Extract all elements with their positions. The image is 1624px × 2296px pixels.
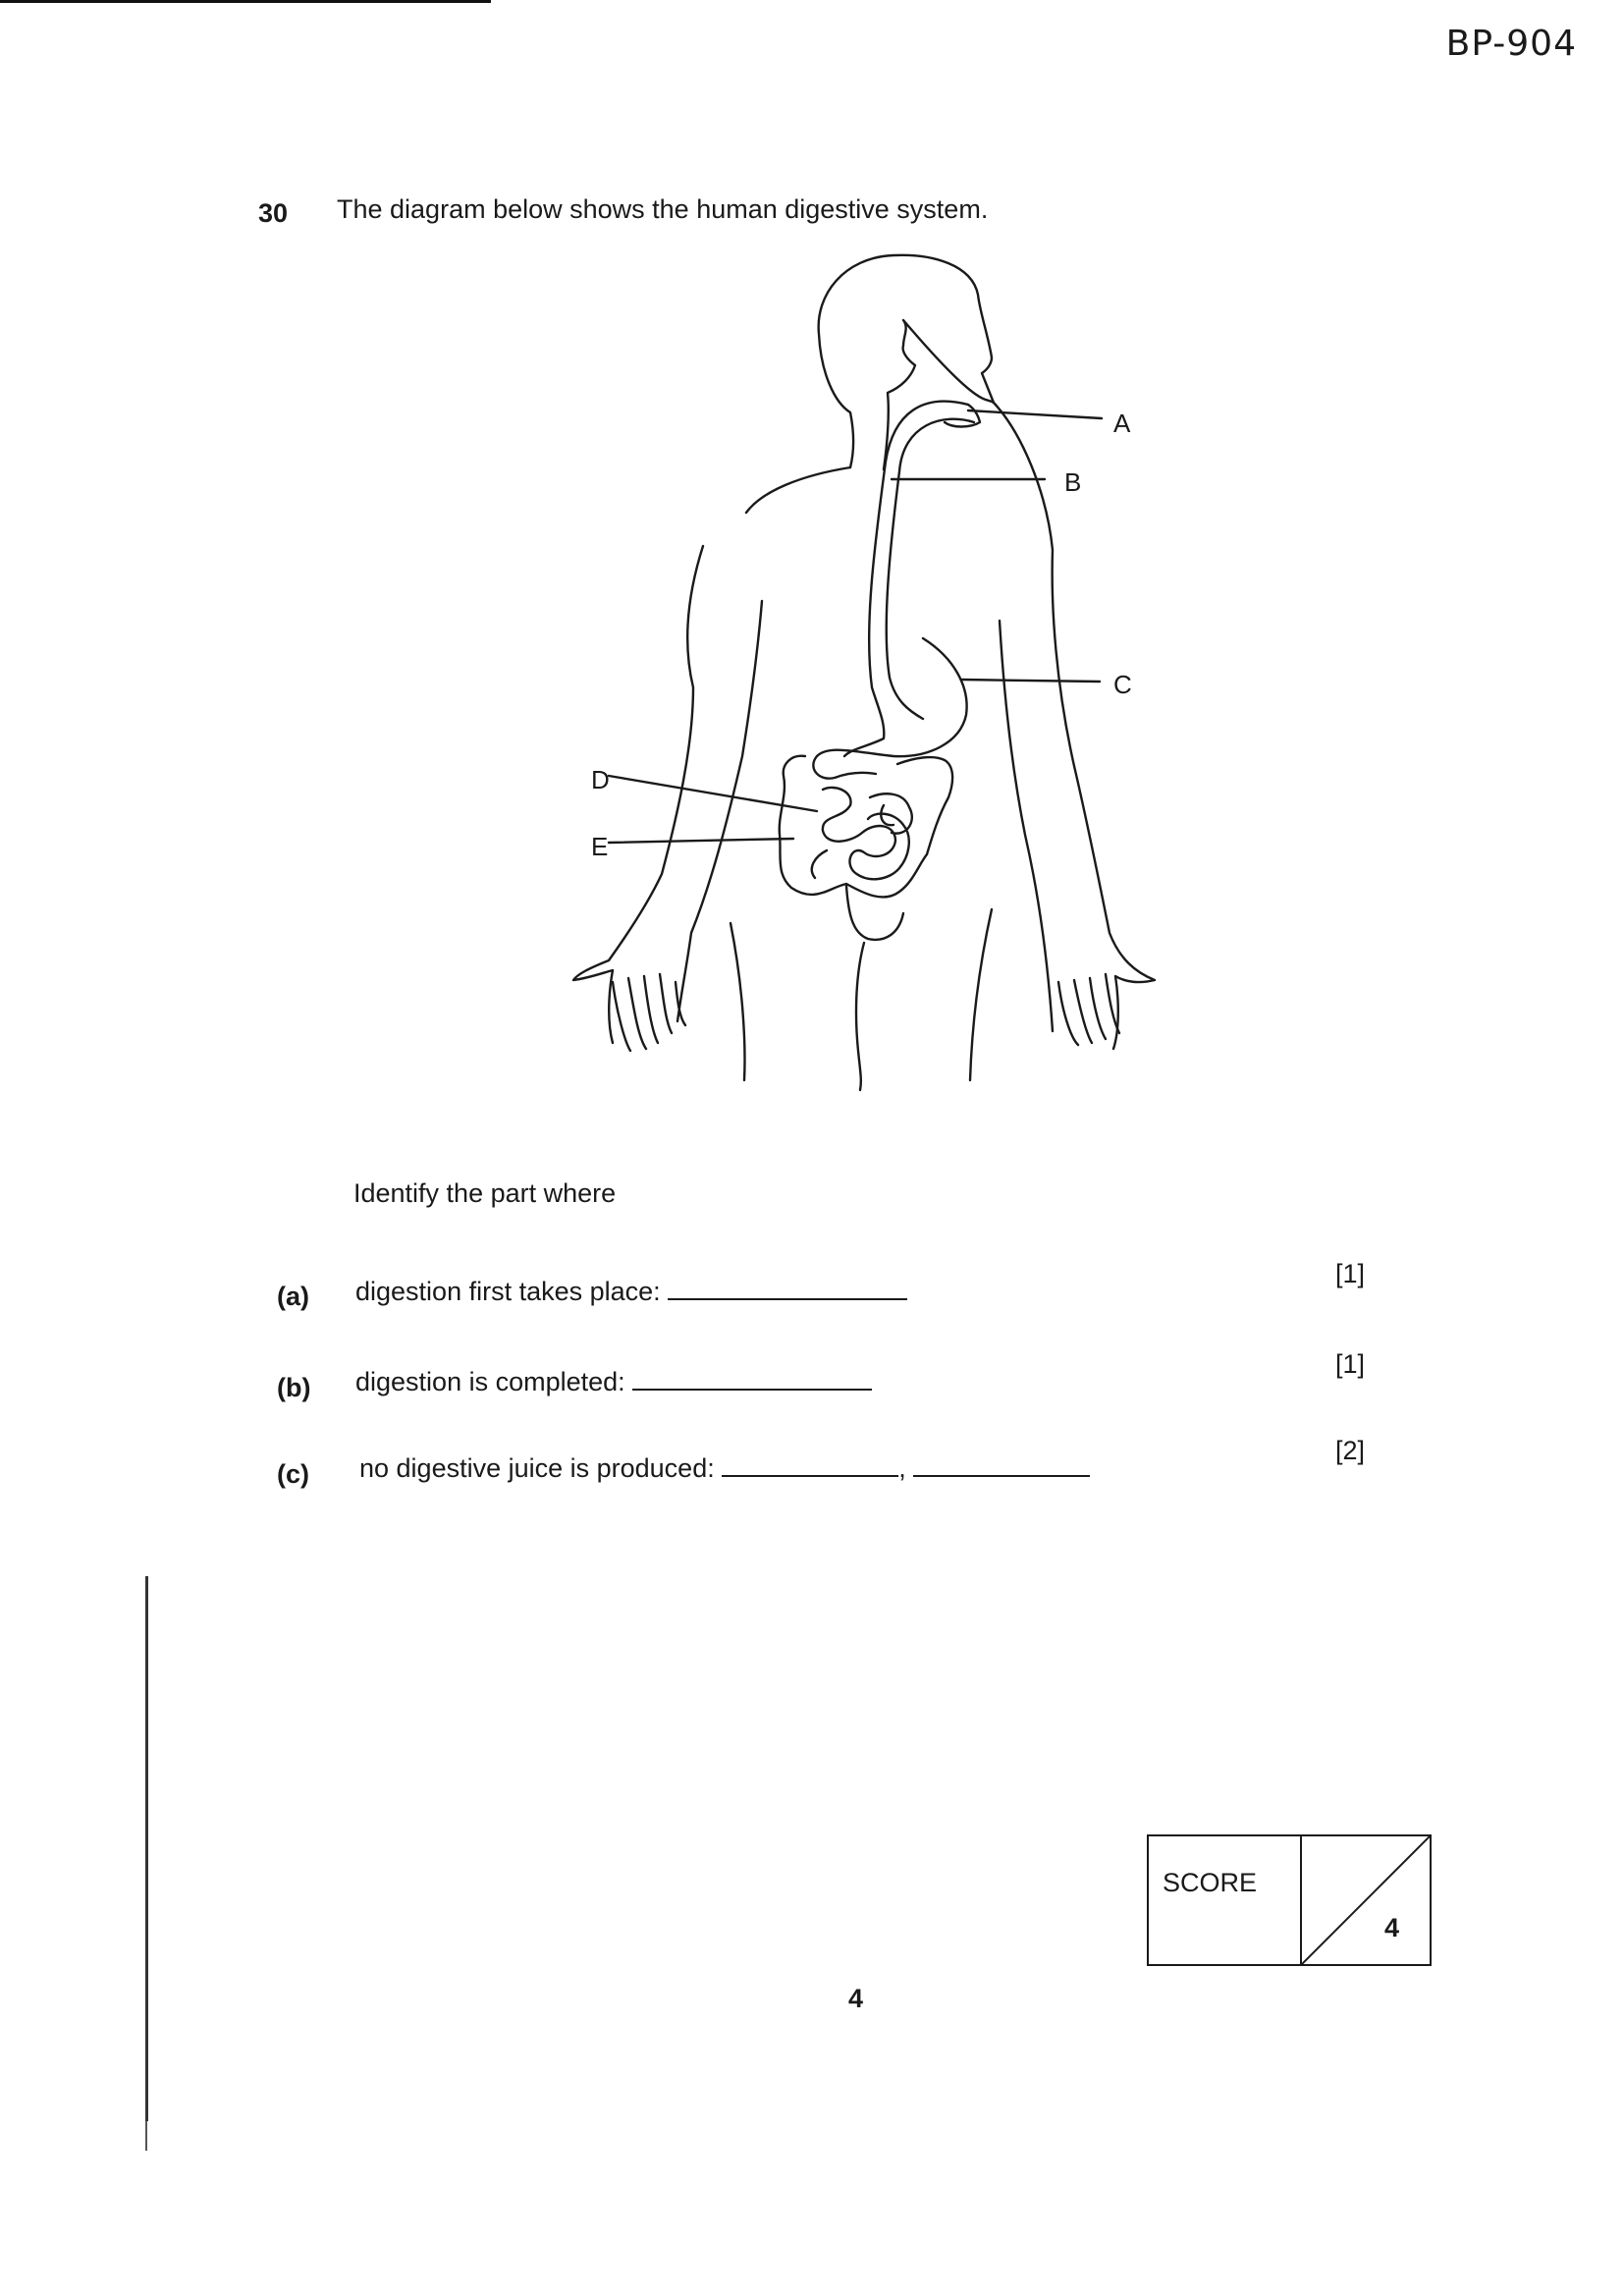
digestive-system-diagram xyxy=(550,246,1178,1090)
esophagus-left-wall xyxy=(844,402,968,756)
margin-tick xyxy=(145,2121,147,2151)
right-hand-fingers xyxy=(1058,974,1119,1045)
question-number: 30 xyxy=(258,198,289,228)
part-b-label: (b) xyxy=(277,1373,311,1402)
large-intestine xyxy=(780,756,952,1090)
part-a-marks: [1] xyxy=(1335,1259,1366,1288)
part-b-row xyxy=(355,1367,872,1397)
body-outline-right xyxy=(970,403,1155,1080)
stomach xyxy=(813,638,966,779)
esophagus-right-wall xyxy=(887,419,974,719)
diagram-label-e: E xyxy=(591,832,609,861)
body-outline-left xyxy=(573,467,850,1080)
page-code: BP-904 xyxy=(1445,24,1577,64)
margin-line xyxy=(145,1576,148,2121)
instruction-text: Identify the part where xyxy=(353,1178,617,1208)
part-a-text: digestion first takes place: xyxy=(355,1277,661,1306)
part-c-marks: [2] xyxy=(1335,1436,1366,1465)
left-hand-fingers xyxy=(613,974,685,1051)
part-b-answer-blank[interactable] xyxy=(632,1367,872,1391)
score-label: SCORE xyxy=(1163,1868,1258,1897)
part-c-answer-blank-2[interactable] xyxy=(913,1453,1090,1477)
part-b-text: digestion is completed: xyxy=(355,1367,625,1396)
diagram-label-c: C xyxy=(1113,670,1132,699)
question-intro: The diagram below shows the human digestive system. xyxy=(337,194,989,224)
digestive-system-svg xyxy=(550,246,1178,1090)
score-max: 4 xyxy=(1384,1913,1400,1942)
page-number: 4 xyxy=(848,1984,864,2013)
body-outline-head xyxy=(819,255,994,469)
mouth-outline xyxy=(945,405,980,427)
score-diagonal xyxy=(1302,1836,1430,1964)
part-c-answer-blank-1[interactable] xyxy=(722,1453,898,1477)
leader-line-a xyxy=(968,410,1102,418)
top-rule xyxy=(0,0,491,3)
diagram-label-b: B xyxy=(1064,467,1082,497)
leader-line-e xyxy=(609,839,793,843)
part-a-row xyxy=(355,1277,907,1307)
part-c-row xyxy=(359,1453,1090,1484)
part-a-label: (a) xyxy=(277,1282,309,1311)
part-c-label: (c) xyxy=(277,1459,309,1489)
part-a-answer-blank[interactable] xyxy=(668,1277,907,1300)
diagram-label-d: D xyxy=(591,765,610,794)
small-intestine xyxy=(812,788,912,879)
part-c-text: no digestive juice is produced: xyxy=(359,1453,715,1483)
leader-line-d xyxy=(609,776,817,811)
diagram-label-a: A xyxy=(1113,409,1131,438)
part-c-separator: , xyxy=(898,1453,906,1483)
part-b-marks: [1] xyxy=(1335,1349,1366,1379)
leader-line-c xyxy=(962,680,1100,682)
score-box xyxy=(1147,1834,1432,1966)
